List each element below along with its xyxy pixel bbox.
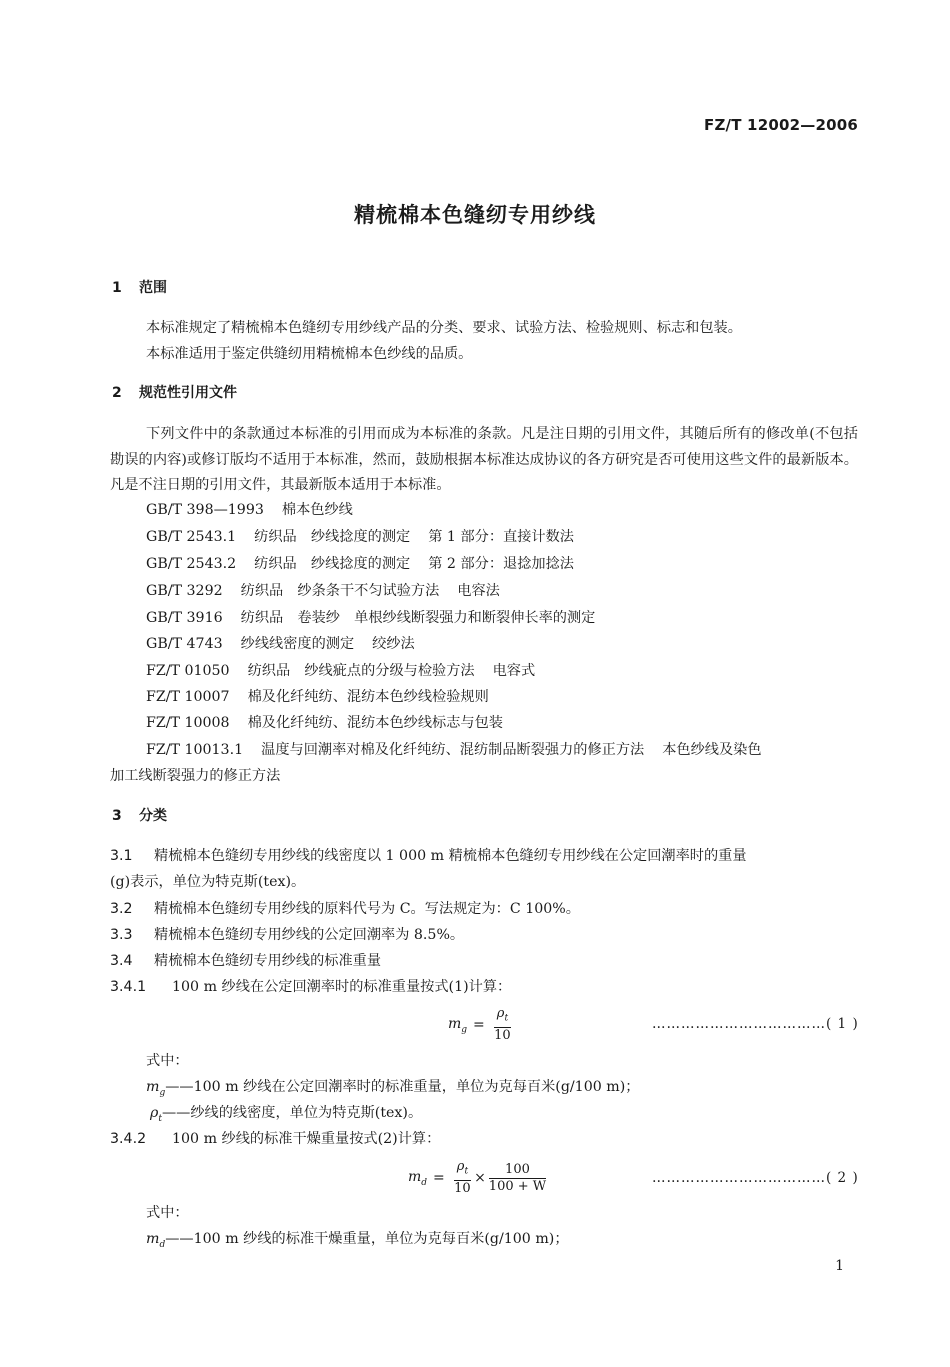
ref-item: FZ/T 10007 棉及化纤纯纺、混纺本色纱线检验规则 — [146, 689, 489, 705]
section-title: 范围 — [139, 280, 167, 296]
equation-2-number: ………………………………( 2 ) — [652, 1170, 859, 1186]
clause-3-4-1: 3.4.1 100 m 纱线在公定回潮率时的标准重量按式(1)计算： — [110, 979, 512, 995]
section-3-heading — [112, 806, 167, 826]
ref-item: GB/T 3916 纺织品 卷装纱 单根纱线断裂强力和断裂伸长率的测定 — [146, 610, 596, 626]
ref-item: FZ/T 10013.1 温度与回潮率对棉及化纤纯纺、混纺制品断裂强力的修正方法 本色纱线及染色 — [146, 742, 762, 758]
ref-item: FZ/T 01050 纺织品 纱线疵点的分级与检验方法 电容式 — [146, 663, 536, 679]
where-label-1: 式中： — [146, 1053, 189, 1069]
clause-3-4: 3.4 精梳棉本色缝纫专用纱线的标准重量 — [110, 953, 382, 969]
equation-1: $m_g$ = $\frac{\rho_t}{10}$ — [448, 1006, 511, 1043]
s2-intro: 下列文件中的条款通过本标准的引用而成为本标准的条款。凡是注日期的引用文件，其随后所有的修改单(不包括勘误的内容)或修订版均不适用于本标准，然而，鼓励根据本标准达成协议的各方研究是否可使用这些文件的最新版本。凡是不注日期的引用文件，其最新版本适用于本标准。 — [110, 426, 858, 493]
ref-item: GB/T 4743 纱线线密度的测定 绞纱法 — [146, 636, 415, 652]
section-title: 分类 — [139, 808, 167, 824]
ref-item: FZ/T 10008 棉及化纤纯纺、混纺本色纱线标志与包装 — [146, 715, 503, 731]
s1-para-2: 本标准适用于鉴定供缝纫用精梳棉本色纱线的品质。 — [146, 346, 473, 362]
standard-code: FZ/T 12002—2006 — [704, 116, 858, 134]
clause-3-1: 3.1 精梳棉本色缝纫专用纱线的线密度以 1 000 m 精梳棉本色缝纫专用纱线在公定回潮率时的重量 — [110, 848, 747, 864]
section-title: 规范性引用文件 — [139, 385, 237, 401]
section-2-heading — [112, 383, 237, 403]
section-number: 2 — [112, 385, 122, 401]
where-item: $m_g——100$ m 纱线在公定回潮率时的标准重量，单位为克每百米(g/100 m)； — [146, 1079, 640, 1098]
where-item: $m_d——100$ m 纱线的标准干燥重量，单位为克每百米(g/100 m)； — [146, 1231, 569, 1250]
equation-1-number: ………………………………( 1 ) — [652, 1016, 859, 1032]
section-1-heading — [112, 278, 167, 298]
document-title: 精梳棉本色缝纫专用纱线 — [354, 203, 596, 227]
where-label-2: 式中： — [146, 1205, 189, 1221]
ref-item: GB/T 398—1993 棉本色纱线 — [146, 502, 353, 518]
s1-para-1: 本标准规定了精梳棉本色缝纫专用纱线产品的分类、要求、试验方法、检验规则、标志和包装。 — [146, 320, 742, 336]
ref-item: GB/T 3292 纺织品 纱条条干不匀试验方法 电容法 — [146, 583, 500, 599]
section-number: 1 — [112, 280, 122, 296]
section-number: 3 — [112, 808, 122, 824]
clause-3-3: 3.3 精梳棉本色缝纫专用纱线的公定回潮率为 8.5%。 — [110, 927, 465, 943]
where-item: $\rho_t——$纱线的线密度，单位为特克斯(tex)。 — [150, 1105, 423, 1124]
ref-item: GB/T 2543.1 纺织品 纱线捻度的测定 第 1 部分：直接计数法 — [146, 529, 574, 545]
clause-3-1-cont: (g)表示，单位为特克斯(tex)。 — [110, 874, 306, 890]
page-number: 1 — [835, 1258, 844, 1274]
equation-2: $m_d$ = $\frac{\rho_t}{10}$ × $\frac{100}{100 + W}$ — [408, 1159, 547, 1196]
ref-item: GB/T 2543.2 纺织品 纱线捻度的测定 第 2 部分：退捻加捻法 — [146, 556, 574, 572]
clause-3-2: 3.2 精梳棉本色缝纫专用纱线的原料代号为 C。写法规定为：C 100%。 — [110, 901, 580, 917]
ref-continuation: 加工线断裂强力的修正方法 — [110, 768, 281, 784]
clause-3-4-2: 3.4.2 100 m 纱线的标准干燥重量按式(2)计算： — [110, 1131, 441, 1147]
